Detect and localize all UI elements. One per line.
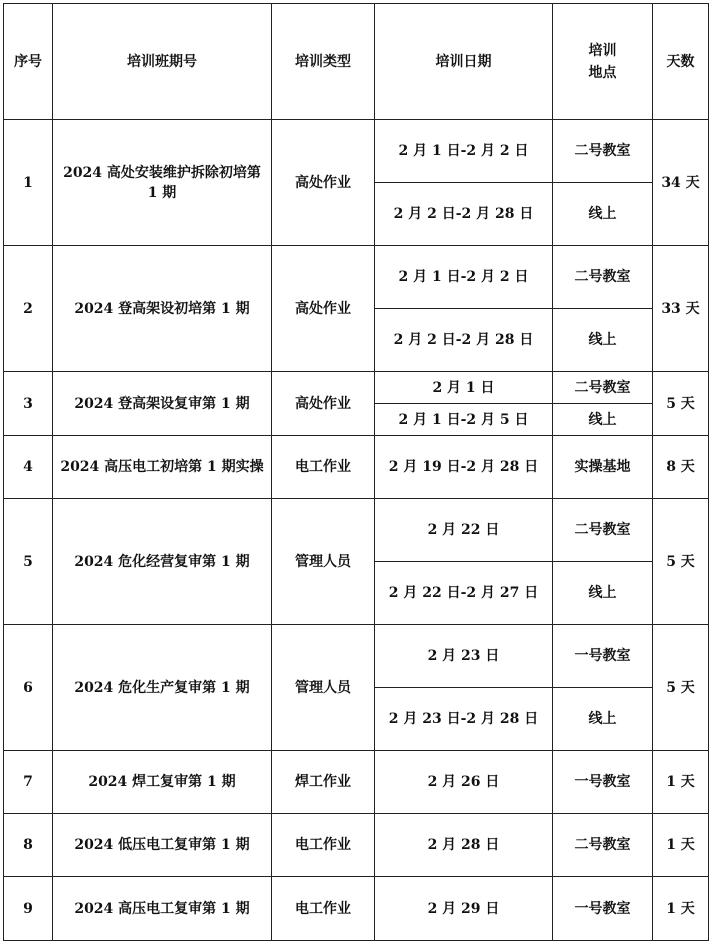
row-seq: 7	[4, 751, 53, 814]
table-row	[4, 120, 709, 183]
row-days: 5 天	[653, 499, 709, 625]
row-place: 线上	[553, 562, 653, 625]
row-seq: 8	[4, 814, 53, 877]
header-days: 天数	[653, 4, 709, 120]
row-place: 线上	[553, 309, 653, 372]
row-date: 2 月 22 日-2 月 27 日	[375, 562, 553, 625]
training-schedule-table	[3, 3, 709, 941]
row-place: 一号教室	[553, 877, 653, 941]
row-place: 二号教室	[553, 120, 653, 183]
row-date: 2 月 1 日-2 月 2 日	[375, 246, 553, 309]
row-date: 2 月 29 日	[375, 877, 553, 941]
row-class-name: 2024 高压电工初培第 1 期实操	[53, 436, 272, 499]
row-seq: 1	[4, 120, 53, 246]
row-class-name: 2024 登高架设复审第 1 期	[53, 372, 272, 436]
row-days: 1 天	[653, 751, 709, 814]
row-place: 一号教室	[553, 625, 653, 688]
row-type: 管理人员	[272, 625, 375, 751]
row-place: 二号教室	[553, 814, 653, 877]
row-place: 实操基地	[553, 436, 653, 499]
row-seq: 3	[4, 372, 53, 436]
row-date: 2 月 26 日	[375, 751, 553, 814]
row-class-name: 2024 高压电工复审第 1 期	[53, 877, 272, 941]
row-date: 2 月 22 日	[375, 499, 553, 562]
row-place: 线上	[553, 404, 653, 436]
row-type: 高处作业	[272, 120, 375, 246]
row-seq: 9	[4, 877, 53, 941]
header-place-line1: 培训	[588, 42, 617, 59]
row-place: 线上	[553, 183, 653, 246]
table-row	[4, 877, 709, 941]
row-place: 二号教室	[553, 246, 653, 309]
row-place: 线上	[553, 688, 653, 751]
header-place-line2: 地点	[588, 64, 617, 81]
row-class-name: 2024 登高架设初培第 1 期	[53, 246, 272, 372]
row-type: 管理人员	[272, 499, 375, 625]
row-date: 2 月 1 日	[375, 372, 553, 404]
header-date: 培训日期	[375, 4, 553, 120]
row-days: 1 天	[653, 877, 709, 941]
row-date: 2 月 2 日-2 月 28 日	[375, 309, 553, 372]
row-type: 高处作业	[272, 372, 375, 436]
row-type: 电工作业	[272, 814, 375, 877]
row-type: 高处作业	[272, 246, 375, 372]
table-row	[4, 436, 709, 499]
row-place: 一号教室	[553, 751, 653, 814]
row-seq: 2	[4, 246, 53, 372]
row-type: 焊工作业	[272, 751, 375, 814]
row-days: 33 天	[653, 246, 709, 372]
row-place: 二号教室	[553, 372, 653, 404]
table-row	[4, 814, 709, 877]
row-days: 1 天	[653, 814, 709, 877]
row-class-name: 2024 危化经营复审第 1 期	[53, 499, 272, 625]
header-place	[553, 4, 653, 120]
row-date: 2 月 23 日-2 月 28 日	[375, 688, 553, 751]
row-date: 2 月 1 日-2 月 2 日	[375, 120, 553, 183]
table-row	[4, 246, 709, 309]
row-class-name: 2024 危化生产复审第 1 期	[53, 625, 272, 751]
table-row	[4, 625, 709, 688]
row-date: 2 月 1 日-2 月 5 日	[375, 404, 553, 436]
row-days: 5 天	[653, 625, 709, 751]
row-days: 5 天	[653, 372, 709, 436]
table-body	[4, 120, 709, 941]
table-row	[4, 751, 709, 814]
row-seq: 5	[4, 499, 53, 625]
row-class-name: 2024 低压电工复审第 1 期	[53, 814, 272, 877]
row-date: 2 月 23 日	[375, 625, 553, 688]
table-row	[4, 372, 709, 404]
header-row	[4, 4, 709, 120]
row-seq: 4	[4, 436, 53, 499]
row-seq: 6	[4, 625, 53, 751]
row-date: 2 月 2 日-2 月 28 日	[375, 183, 553, 246]
header-seq: 序号	[4, 4, 53, 120]
header-class-name: 培训班期号	[53, 4, 272, 120]
row-type: 电工作业	[272, 877, 375, 941]
row-class-name: 2024 焊工复审第 1 期	[53, 751, 272, 814]
table-row	[4, 499, 709, 562]
row-date: 2 月 19 日-2 月 28 日	[375, 436, 553, 499]
row-class-name: 2024 高处安装维护拆除初培第 1 期	[53, 120, 272, 246]
row-date: 2 月 28 日	[375, 814, 553, 877]
header-type: 培训类型	[272, 4, 375, 120]
row-type: 电工作业	[272, 436, 375, 499]
row-place: 二号教室	[553, 499, 653, 562]
row-days: 8 天	[653, 436, 709, 499]
row-days: 34 天	[653, 120, 709, 246]
